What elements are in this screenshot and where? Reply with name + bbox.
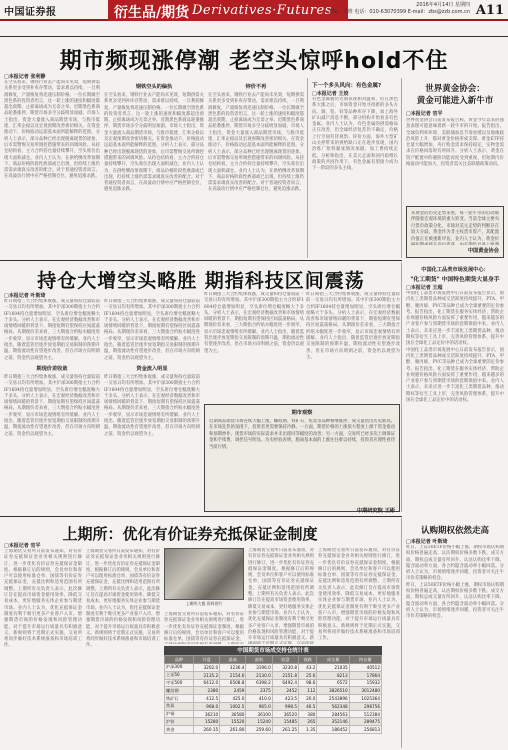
table-cell: 15520 <box>220 718 246 726</box>
table-cell: 43.2 <box>299 664 317 672</box>
table-cell: 15485 <box>272 718 298 726</box>
table-cell: 2543896 <box>317 695 349 703</box>
table-cell: 2452 <box>272 687 298 695</box>
table-header: 收盘 <box>272 656 298 664</box>
right-column <box>312 97 398 257</box>
table-cell: 3012480 <box>349 687 381 695</box>
table-cell: 15280 <box>193 718 219 726</box>
table-cell: 20.0 <box>299 695 317 703</box>
equity-body: 昨日，上证50ETF价格小幅上涨，期权市场认购期权价格普遍走高，认沽期权价格多数下跌。成交方面，期权总成交量有所回升，认沽认购比率下降。隐含波动率方面，各合约隐含波动率小幅回落。分析人士认为，市场情绪逐步回暖，投资者可关注牛市价差策略的机会。 <box>406 582 504 620</box>
column-rule <box>307 78 308 258</box>
table-cell: 沪铜 <box>165 710 194 718</box>
table-cell: 6398.2 <box>246 679 272 687</box>
commentary-title: 期市观察 <box>291 410 313 416</box>
table-cell: 2130.0 <box>246 671 272 679</box>
table-cell: 352146 <box>317 718 349 726</box>
table-row <box>165 702 382 710</box>
equity-title: 认购期权依然走高 <box>420 526 489 536</box>
top-subhead-1: 钢铁空头的偏执 <box>135 84 173 90</box>
equity-column <box>406 545 504 747</box>
top-story-col-3 <box>208 80 304 256</box>
table-row <box>165 687 382 695</box>
table-cell: 黄金 <box>165 726 194 734</box>
table-cell: 968.0 <box>193 702 219 710</box>
mid-story-col-2 <box>104 299 200 511</box>
table-cell: 256813 <box>349 726 381 734</box>
mid-story-body: 昨日期指三大合约集体收涨，成交量和持仓量较前一交易日均有所增加。其中沪深300期指主力合约IF1604持仓量增加明显，空头席位增仓幅度略大于多头。分析人士表示，在宏观经济数据改善和市场情绪回暖的背景下，期指短期有望保持区间震荡格局。从期现价差来看，三大期指合约贴水幅度进一步收窄，显示市场悲观情绪有所缓解。业内人士指出，随着监管层逐步放宽期指交易限制的预期升温，期指流动性有望逐步改善，但在市场方向明朗之前，资金仍以观望为主。 <box>104 299 200 361</box>
table-cell: 25.6 <box>299 671 317 679</box>
bottom-story-body: 上海期货交易所日前发布通知，对有价证券充抵保证金业务相关规则进行修订，进一步优化有价证券充抵保证金制度。根据修订后的规则，会员单位和客户可以使用标准仓单、国债等有价证券充抵保证金， <box>164 612 244 643</box>
market-body: 中国化工品类市场发展中心日前发布报告显示，国内化工类期货品种成交活跃度持续提升，PTA、甲醇、聚丙烯、PVC等品种已成为全球重要的定价参考。报告指出，化工期货在服务实体经济、帮助企业规避价格风险方面发挥了重要作用，越来越多的产业客户参与到期货市场的套期保值中来。业内人士表示，未来应进一步丰富化工类期货品种，推动期权等衍生工具上市，完善风险管理体系，提升中国在全球化工品定价中的话语权。 <box>406 347 504 404</box>
table-cell: 沪深300 <box>165 664 194 672</box>
mid-subhead-2: 资金流入明显 <box>136 365 168 372</box>
market-subtitle: "化工期货" 中国特色期货大显身手 <box>410 277 500 283</box>
table-cell: 259.60 <box>246 726 272 734</box>
section-title: 衍生品/期货 <box>114 5 190 21</box>
table-cell: 46.5 <box>299 702 317 710</box>
table-header-row <box>165 656 382 664</box>
right-kicker: 下一个多头风向：有色金属? <box>312 83 382 89</box>
table-cell: 289475 <box>349 718 381 726</box>
table-cell: 425.0 <box>220 695 246 703</box>
table-cell: 15240 <box>246 718 272 726</box>
bottom-byline: □本报记者 官平 <box>4 543 41 549</box>
bottom-story-body: 上海期货交易所日前发布通知，对有价证券充抵保证金业务相关规则进行修订，进一步优化有价证券充抵保证金制度。根据修订后的规则，会员单位和客户可以使用标准仓单、国债等有价证券充抵保证金，充抵比例和适用范围有所调整。上期所有关负责人表示，此次修订旨在提高市场资金使用效率，降低交易成本，更好地服务实体企业参与期货市场。业内人士认为，优化充抵保证金制度有利于吸引更多产业客户入市，增强期货市场的价格发现和风险管理功能，对于提升市场运行质量具有积极意义。新规则将于近期正式实施，交易所将同步做好技术系统准备和市场培训工作。 <box>318 548 400 642</box>
table-cell: 1.35 <box>299 726 317 734</box>
table-header: 最低 <box>246 656 272 664</box>
table-cell: 36210 <box>193 710 219 718</box>
table-header: 涨跌 <box>299 656 317 664</box>
mid-byline: □本报记者 叶斯琦 <box>4 293 46 299</box>
commentary-author: 中期研究院 王彬 <box>356 508 395 514</box>
table-header: 品种 <box>165 656 194 664</box>
gold-byline: □本报记者 官平 <box>406 111 443 117</box>
top-story-body: 在空头看来，钢铁行业去产能尚未见效，短期供需关系更多受到补库存带动，需求难以持续，一旦利润修复，产量恢复将迅速压制价格。一位长期做空黑色系的投资者坦言，这一轮上涨的速度和幅度都超出预期，止损离场成为无奈之举。近期黑色系商品轮番涨停，期货市场多空分歧明显加剧。市场人士指出，资金大量流入商品期货市场，与股市低迷、汇率企稳以及宏观预期改善密切相关。在资金推动下，价格波动远超基本面所能解释的范围。分析人士表示，部分品种已经出现脱离现货的迹象，后市需警惕交易所调控措施带来的回调风险。从持仓结构看，主力合约持仓量持续攀升，空头席位出现大面积减仓。业内人士认为，在供给侧改革预期下，商品价格阶段性底部或已出现，但持续上涨仍需需求端真实改善的配合。对于普通投资者而言，在高波动行情中应严格控制仓位，避免追涨杀跌。 <box>4 80 100 180</box>
table-cell: 上证50 <box>165 671 194 679</box>
bottom-story-col-2 <box>86 549 160 747</box>
top-story-col-1 <box>4 80 100 256</box>
table-cell: 261.80 <box>220 726 246 734</box>
table-cell: 6492.4 <box>272 679 298 687</box>
table-cell: 2151.8 <box>272 671 298 679</box>
table-cell: 8213 <box>317 671 349 679</box>
mid-subhead-1: 期现价差收敛 <box>36 365 68 372</box>
table-cell: 186452 <box>317 726 349 734</box>
table-cell: 3196.0 <box>246 664 272 672</box>
equity-body: 昨日，上证50ETF价格小幅上涨，期权市场认购期权价格普遍走高，认沽期权价格多数下跌。成交方面，期权总成交量有所回升，认沽认购比率下降。隐含波动率方面，各合约隐含波动率小幅回落。分析人士认为，市场情绪逐步回暖，投资者可关注牛市价差策略的机会。 <box>406 545 504 582</box>
table-cell: 焦炭 <box>165 702 194 710</box>
bottom-headline: 上期所：优化有价证券充抵保证金制度 <box>62 525 318 543</box>
table-header: 最高 <box>220 656 246 664</box>
table-cell: 3826510 <box>317 687 349 695</box>
table-cell: 40512 <box>349 664 381 672</box>
table-cell: 2154.6 <box>220 671 246 679</box>
mid-headline: 持仓大增空头略胜 期指科技区间震荡 <box>37 270 365 292</box>
right-byline: □本报记者 王姣 <box>312 91 349 97</box>
issue-date: 2016年4月14日 星期四 <box>416 2 470 8</box>
table-cell: 中证500 <box>165 679 194 687</box>
column-rule <box>401 518 402 748</box>
table-cell: 17864 <box>349 671 381 679</box>
mid-story-col-4 <box>306 292 400 402</box>
gold-quote-box <box>406 206 504 258</box>
top-subhead-2: 锌价不再 <box>245 84 267 90</box>
table-cell: 15932 <box>349 679 381 687</box>
table-cell: 260.15 <box>193 726 219 734</box>
bottom-story-body: 上海期货交易所日前发布通知，对有价证券充抵保证金业务相关规则进行修订，进一步优化有价证券充抵保证金制度。根据修订后的规则，会员单位和客户可以使用标准仓单、国债等有价证券充抵保证金，充抵比例和适用范围有所调整。上期所有关负责人表示，此次修订旨在提高市场资金使用效率，降低交易成本，更好地服务实体企业参与期货市场。业内人士认为，优化充抵保证金制度有利于吸引更多产业客户入市，增强期货市场的价格发现和风险管理功能，对于提升市场运行质量具有积极意义。新 <box>248 548 314 642</box>
table-cell: 410.0 <box>246 695 272 703</box>
market-body: 中国化工品类市场发展中心日前发布报告显示，国内化工类期货品种成交活跃度持续提升，PTA、甲醇、聚丙烯、PVC等品种已成为全球重要的定价参考。报告指出，化工期货在服务实体经济、帮助企业规避价格风险方面发挥了重要作用，越来越多的产业客户参与到期货市场的套期保值中来。业内人士表示，未来应进一步丰富化工类期货品种，推动期权等衍生工具上市，完善风险管理体系，提升中国在全球化工品定价中的话语权。 <box>406 291 504 347</box>
table-header: 成交量 <box>317 656 349 664</box>
bottom-story-body: 上海期货交易所日前发布通知，对有价证券充抵保证金业务相关规则进行修订，进一步优化有价证券充抵保证金制度。根据修订后的规则，会员单位和客户可以使用标准仓单、国债等有价证券充抵保证金，充抵比例和适用范围有所调整。上期所有关负责人表示，此次修订旨在提高市场资金使用效率，降低交易成本，更好地服务实体企业参与期货市场。业内人士认为，优化充抵保证金制度有利于吸引更多产业客户入市，增强期货市场的价格发现和风险管理功能，对于提升市场运行质量具有积极意义。新规则将于近期正式实施，交易所将同步做好技术系统准备和市场培训工作。 <box>86 549 160 649</box>
gold-quote-text: 从黄金的历史走势来看，每一轮牛市的启动都伴随着宏观环境的重大转变。当前全球主要央行货币政策分化，市场对美元走势的判断存在较大分歧，黄金作为非主权货币资产，其配置价值正在被重新评估。业内人士认为，黄金价 <box>411 211 499 242</box>
table-cell: 512384 <box>349 710 381 718</box>
table-row <box>165 679 382 687</box>
mid-story-body: 昨日期指三大合约集体收涨，成交量和持仓量较前一交易日均有所增加。其中沪深300期指主力合约IF1604持仓量增加明显，空头席位增仓幅度略大于多头。分析人士表示，在宏观经济数据改善和市场情绪回暖的背景下，期指短期有望保持区间震荡格局。从期现价差来看，三大期指合约贴水幅度进一步收窄，显示市场悲观情绪有所缓解。业内人士指出，随着监管层逐步放宽期指交易限制的预期升温，期指流动性有望逐步改善，但在市场方向明朗之前，资金仍以观望为主。 <box>306 292 400 360</box>
table-cell: 1025364 <box>349 695 381 703</box>
table-cell: 2459 <box>220 687 246 695</box>
bottom-story-col-5 <box>318 548 400 644</box>
table-cell: 3230.8 <box>272 664 298 672</box>
table-cell: 沪锌 <box>165 718 194 726</box>
masthead-meta <box>310 2 470 16</box>
table-cell: 98.6 <box>299 679 317 687</box>
table-cell: 284563 <box>317 710 349 718</box>
table-cell: 36580 <box>220 710 246 718</box>
editor-contact: 责编：王维 电话：010-63070399 E-mail：zbs@zzb.com.cn <box>327 9 470 15</box>
table-header: 持仓量 <box>349 656 381 664</box>
table-row <box>165 710 382 718</box>
table-cell: 36100 <box>246 710 272 718</box>
table-row <box>165 671 382 679</box>
table-body <box>165 664 382 734</box>
table-cell: 380 <box>299 710 317 718</box>
table-cell: 6572 <box>317 679 349 687</box>
table-row <box>165 695 382 703</box>
gold-column <box>406 118 504 202</box>
divider <box>0 260 402 261</box>
gold-title: 世界黄金协会： <box>425 84 485 94</box>
divider <box>0 516 402 517</box>
top-story-body: 在空头看来，钢铁行业去产能尚未见效，短期供需关系更多受到补库存带动，需求难以持续，一旦利润修复，产量恢复将迅速压制价格。一位长期做空黑色系的投资者坦言，这一轮上涨的速度和幅度都超出预期，止损离场成为无奈之举。近期黑色系商品轮番涨停，期货市场多空分歧明显加剧。市场人士指出，资金大量流入商品期货市场，与股市低迷、汇率企稳以及宏观预期改善密切相关。在资金推动下，价格波动远超基本面所能解释的范围。分析人士表示，部分品种已经出现脱离现货的迹象，后市需警惕交易所调控措施带来的回调风险。从持仓结构看，主力合约持仓量持续攀升，空头席位出现大面积减仓。业内人士认为，在供给侧改革预期下，商品价格阶段性底部或已出现，但持续上涨仍需需求端真实改善的配合。对于普通投资者而言，在高波动行情中应严格控制仓位，避免追涨杀跌。 <box>104 93 204 193</box>
mid-story-body: 昨日期指三大合约集体收涨，成交量和持仓量较前一交易日均有所增加。其中沪深300期指主力合约IF1604持仓量增加明显，空头席位增仓幅度略大于多头。分析人士表示，在宏观经济数据改善和市场情绪回暖的背景下，期指短期有望保持区间震荡格局。从期现价差来看，三大期指合约贴水幅度进一步收窄，显示市场悲观情绪有所缓解。业内人士指出，随着监管层逐步放宽期指交易限制的预期升温，期指流动性有望逐步改善，但在市场方向明朗之前，资金仍以观望为主。 <box>104 374 200 437</box>
column-rule <box>401 262 402 512</box>
gold-body: 世界黄金协会日前发布报告称，黄金今年以来的强劲表现可能意味着新一轮牛市的开始。报告指出，全球负利率环境、美联储加息节奏放缓以及地缘政治风险上升，都对黄金价格形成支撑。黄金ETF持仓量大幅增加，央行购金需求保持稳定，实物金需求在价格回落时有所回升。分析人士表示，黄金在资产配置中的避险功能再度受到重视，但短期内价格波动可能加大，投资者需关注美联储政策动向。 <box>406 118 504 168</box>
table-cell: 36520 <box>272 710 298 718</box>
page-number: A11 <box>475 3 504 18</box>
mid-story-body: 昨日期指三大合约集体收涨，成交量和持仓量较前一交易日均有所增加。其中沪深300期指主力合约IF1604持仓量增加明显，空头席位增仓幅度略大于多头。分析人士表示，在宏观经济数据改善和市场情绪回暖的背景下，期指短期有望保持区间震荡格局。从期现价差来看，三大期指合约贴水幅度进一步收窄，显示市场悲观情绪有所缓解。业内人士指出，随着监管层逐步放宽期指交易限制的预期升温，期指流动性有望逐步改善，但在市场方向明朗之前，资金仍以观望为主。 <box>204 292 304 354</box>
table-row <box>165 718 382 726</box>
table-cell: 2380 <box>193 687 219 695</box>
table-cell: 3202.0 <box>193 664 219 672</box>
mid-story-body: 昨日期指三大合约集体收涨，成交量和持仓量较前一交易日均有所增加。其中沪深300期指主力合约IF1604持仓量增加明显，空头席位增仓幅度略大于多头。分析人士表示，在宏观经济数据改善和市场情绪回暖的背景下，期指短期有望保持区间震荡格局。从期现价差来看，三大期指合约贴水幅度进一步收窄，显示市场悲观情绪有所缓解。业内人士指出，随着监管层逐步放宽期指交易限制的预期升温，期指流动性有望逐步改善，但在市场方向明朗之前，资金仍以观望为主。 <box>4 374 100 437</box>
bottom-story-col-3 <box>164 612 244 644</box>
equity-byline: □本报记者 叶斯琦 <box>406 539 448 545</box>
top-byline: □本报记者 张利静 <box>4 74 46 80</box>
table-cell: 3236.4 <box>220 664 246 672</box>
mid-story-col-1 <box>4 299 100 511</box>
table-cell: 铁矿石 <box>165 695 194 703</box>
gold-subtitle: 黄金可能进入新牛市 <box>416 96 494 106</box>
column-rule <box>401 78 402 258</box>
table-cell: 998.5 <box>272 702 298 710</box>
top-headline: 期市频现涨停潮 老空头惊呼hold不住 <box>59 49 449 74</box>
table-cell: 423.5 <box>272 695 298 703</box>
market-column <box>406 291 504 511</box>
table-cell: 965.0 <box>246 702 272 710</box>
futures-stats-table <box>164 646 382 734</box>
top-story-body: 在空头看来，钢铁行业去产能尚未见效，短期供需关系更多受到补库存带动，需求难以持续，一旦利润修复，产量恢复将迅速压制价格。一位长期做空黑色系的投资者坦言，这一轮上涨的速度和幅度都超出预期，止损离场成为无奈之举。近期黑色系商品轮番涨停，期货市场多空分歧明显加剧。市场人士指出，资金大量流入商品期货市场，与股市低迷、汇率企稳以及宏观预期改善密切相关。在资金推动下，价格波动远超基本面所能解释的范围。分析人士表示，部分品种已经出现脱离现货的迹象，后市需警惕交易所调控措施带来的回调风险。从持仓结构看，主力合约持仓量持续攀升，空头席位出现大面积减仓。业内人士认为，在供给侧改革预期下，商品价格阶段性底部或已出现，但持续上涨仍需需求端真实改善的配合。对于普通投资者而言，在高波动行情中应严格控制仓位，避免追涨杀跌。 <box>208 93 304 193</box>
market-byline: □本报记者 王超 <box>406 285 443 291</box>
masthead <box>0 0 508 21</box>
table-cell: 6508.8 <box>220 679 246 687</box>
table-row <box>165 726 382 734</box>
table-header: 开盘 <box>193 656 219 664</box>
table-cell: 2375 <box>246 687 272 695</box>
table-cell: 265 <box>299 718 317 726</box>
news-photo <box>164 548 244 606</box>
table-caption: 中国期货市场成交持仓统计表 <box>164 646 382 655</box>
table-cell: 412.5 <box>193 695 219 703</box>
table-cell: 6412.0 <box>193 679 219 687</box>
mid-story-col-3 <box>204 292 304 402</box>
table-cell: 112 <box>299 687 317 695</box>
paper-name: 中国证券报 <box>4 7 57 18</box>
table-cell: 562348 <box>317 702 349 710</box>
table-cell: 1002.5 <box>220 702 246 710</box>
table-cell: 螺纹钢 <box>165 687 194 695</box>
photo-caption: 上期所大楼 资料图片 <box>185 601 223 606</box>
commentary-body: 近期商品期货市场连续大幅上涨，螺纹钢、铁矿石、焦炭等品种相继涨停，成交量创出历史新高。在市场狂热的氛围下，投资者更需要保持冷静。一方面，期货价格的上涨很大程度上源于资金推动和预期炒作，现货市场的实际需求并未出现同等幅度的改善；另一方面，交易所已经多次上调保证金和手续费，调控信号明显。历史经验表明，脱离基本面的上涨往往难以持续，投资者应理性看待当前行情。 <box>209 419 395 450</box>
bottom-story-col-4 <box>248 548 314 644</box>
commentary-box <box>204 404 400 512</box>
market-title: 中国化工品类市场发展中心： <box>421 267 489 273</box>
bottom-story-col-1 <box>4 549 82 747</box>
gold-quote-author: 中国黄金协会 <box>467 248 499 254</box>
divider <box>0 36 508 37</box>
table-cell: 298756 <box>349 702 381 710</box>
top-story-col-2 <box>104 80 204 256</box>
table-cell: 261.25 <box>272 726 298 734</box>
table-cell: 2135.2 <box>193 671 219 679</box>
section-title-en: Derivatives·Futures <box>192 3 332 18</box>
bottom-story-body: 上海期货交易所日前发布通知，对有价证券充抵保证金业务相关规则进行修订，进一步优化有价证券充抵保证金制度。根据修订后的规则，会员单位和客户可以使用标准仓单、国债等有价证券充抵保证金，充抵比例和适用范围有所调整。上期所有关负责人表示，此次修订旨在提高市场资金使用效率，降低交易成本，更好地服务实体企业参与期货市场。业内人士认为，优化充抵保证金制度有利于吸引更多产业客户入市，增强期货市场的价格发现和风险管理功能，对于提升市场运行质量具有积极意义。新规则将于近期正式实施，交易所将同步做好技术系统准备和市场培训工作。 <box>4 549 82 649</box>
table-cell: 21035 <box>317 664 349 672</box>
right-column-body: 有色金属板块近期表现相对温和，但在黑色系大涨之后，市场资金开始寻找新的多头方向。铜、铝、锌等品种库存下降，加上海外矿山减产消息不断，部分机构开始看多有色金属。业内人士认为，有色金属的供需格局正在改善，但全球经济复苏仍不确定，价格上行空间有待观察。锌价方面，海外大型矿山关停带来的供给缺口正在逐步显现，国内冶炼厂原料紧张情况加剧，加工费持续走低。分析师指出，在美元走弱和国内稳增长政策的共同作用下，有色金属有望接力成为下一阶段的多头主线。 <box>312 97 398 172</box>
mid-story-body: 昨日期指三大合约集体收涨，成交量和持仓量较前一交易日均有所增加。其中沪深300期指主力合约IF1604持仓量增加明显，空头席位增仓幅度略大于多头。分析人士表示，在宏观经济数据改善和市场情绪回暖的背景下，期指短期有望保持区间震荡格局。从期现价差来看，三大期指合约贴水幅度进一步收窄，显示市场悲观情绪有所缓解。业内人士指出，随着监管层逐步放宽期指交易限制的预期升温，期指流动性有望逐步改善，但在市场方向明朗之前，资金仍以观望为主。 <box>4 299 100 361</box>
table-row <box>165 664 382 672</box>
